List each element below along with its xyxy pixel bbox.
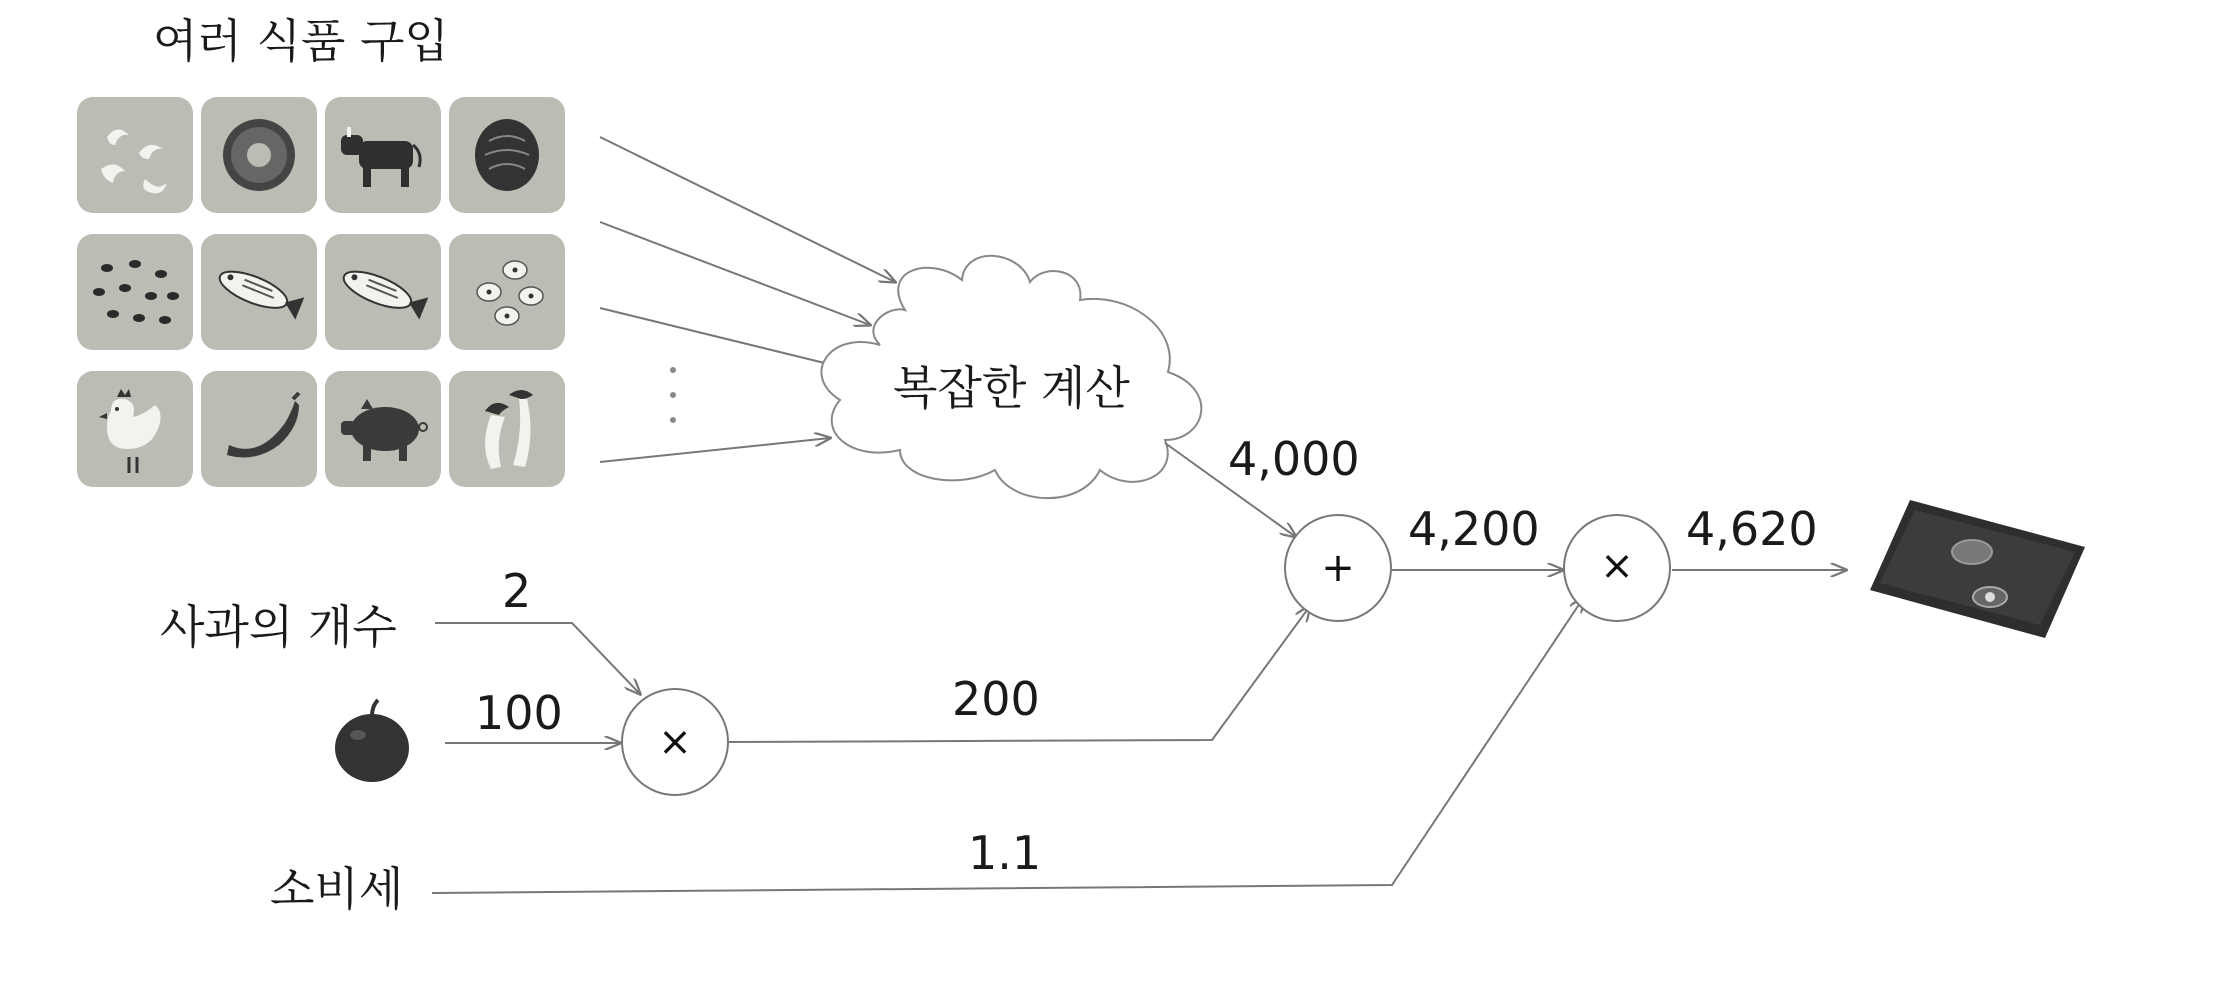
apple-icon	[335, 700, 409, 782]
multiply-symbol-apple: ×	[658, 719, 692, 765]
value-other-total: 4,000	[1228, 432, 1360, 486]
tax-label: 소비세	[270, 862, 404, 916]
cloud-label: 복잡한 계산	[893, 361, 1130, 415]
seeds-icon	[77, 234, 193, 350]
banana-icon	[201, 371, 317, 487]
food-tile-fish-2	[325, 234, 441, 350]
mushroom-icon	[449, 371, 565, 487]
value-apple-total: 200	[952, 672, 1040, 726]
title: 여러 식품 구입	[153, 14, 449, 68]
food-tile-fish-1	[201, 234, 317, 350]
value-final: 4,620	[1686, 502, 1818, 556]
food-tile-chicken	[77, 371, 193, 487]
chicken-icon	[77, 371, 193, 487]
value-sum: 4,200	[1408, 502, 1540, 556]
cashew-icon	[77, 97, 193, 213]
more-items-ellipsis	[670, 367, 676, 423]
food-tile-cashew	[77, 97, 193, 213]
food-tile-seeds	[77, 234, 193, 350]
food-tile-donut	[201, 97, 317, 213]
fish-icon	[325, 234, 441, 350]
value-apple-price: 100	[475, 686, 563, 740]
food-tile-mushroom	[449, 371, 565, 487]
edge-count-to-multiply	[435, 623, 640, 694]
food-tile-pig	[325, 371, 441, 487]
value-tax-rate: 1.1	[968, 826, 1042, 880]
food-tile-beans	[449, 234, 565, 350]
value-apple-count: 2	[502, 564, 532, 618]
wallet-icon	[1870, 500, 2085, 638]
apple-count-label: 사과의 개수	[160, 600, 397, 654]
pig-icon	[325, 371, 441, 487]
food-tile-banana	[201, 371, 317, 487]
fish-icon	[201, 234, 317, 350]
walnut-icon	[449, 97, 565, 213]
food-tile-walnut	[449, 97, 565, 213]
food-tile-cow	[325, 97, 441, 213]
beans-icon	[449, 234, 565, 350]
donut-icon	[201, 97, 317, 213]
add-symbol: +	[1321, 545, 1355, 591]
cow-icon	[325, 97, 441, 213]
multiply-symbol-tax: ×	[1600, 543, 1634, 589]
